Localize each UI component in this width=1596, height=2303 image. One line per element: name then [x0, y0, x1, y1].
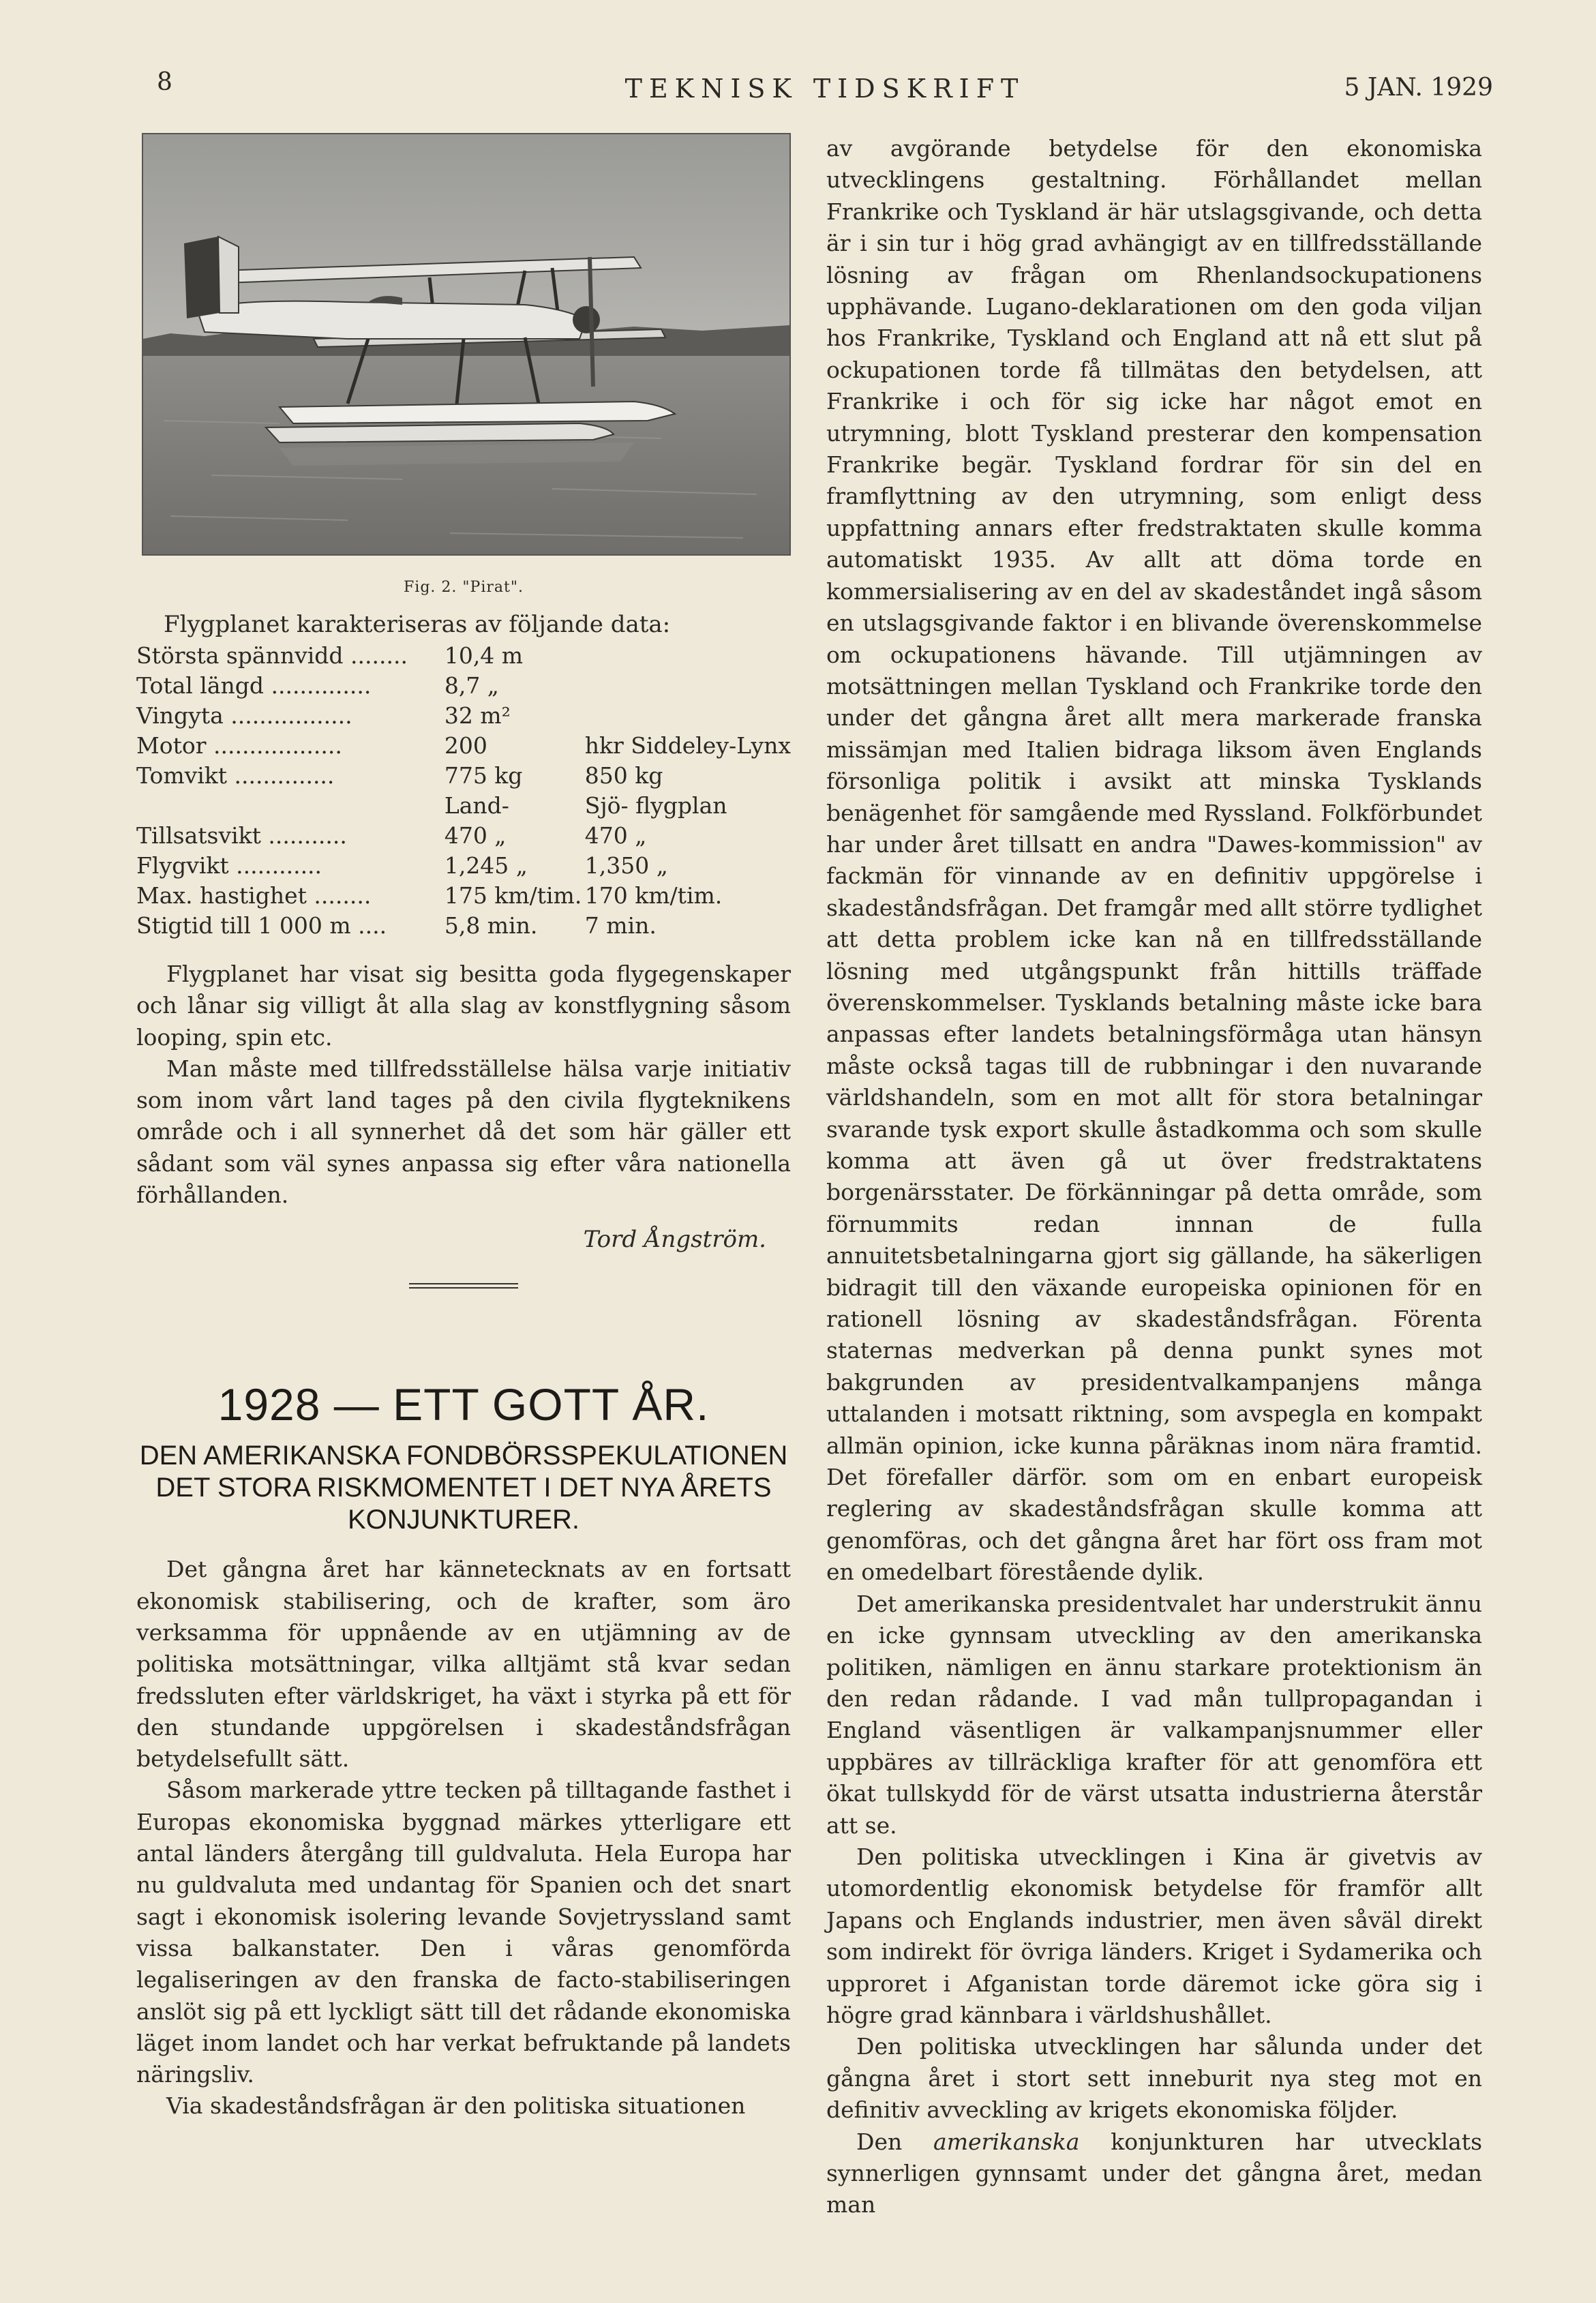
spec-label: Största spännvidd ........ — [136, 642, 408, 669]
spec-value: 10,4 m — [444, 642, 524, 669]
paragraph: av avgörande betydelse för den ekonomiska utvecklingens gestaltning. Förhållandet mellan Frankrike och Tyskland är här utslagsgivande, och detta är i sin tur i hög grad avhängigt av en tillfredsställande lösning av frågan om Rhenlandsockupationens upphävande. Lugano-deklarationen om den goda viljan hos Frankrike, Tyskland och England att nå ett slut på ockupationen torde få tillmätas den betydelsen, att Frankrike i och för sig icke har något emot en utrymning, blott Tyskland presterar den kompensation Frankrike begär. Tyskland fordrar för sin del en framflyttning av den utrymning, som enligt dess uppfattning annars efter fredstraktaten skulle komma automatiskt 1935. Av allt att döma torde en kommersialisering av en del av skadeståndet ingå såsom en utslagsgivande faktor i en blivande överenskommelse om ockupationens hävande. Till utjämningen av motsättningen mellan Tyskland och Frankrike torde den under det gångna året allt mera markerade franska missämjan med Italien bidraga liksom även Englands försonliga politik i avsikt att minska Tysklands benägenhet för samgående med Ryssland. Folkförbundet har under året tillsatt en andra "Dawes-kommission" av fackmän för vinnande av en definitiv uppgörelse i skadeståndsfrågan. Det framgår med allt större tydlighet att detta problem icke kan nå en tillfredsställande lösning med utgångspunkt från hittills träffade överenskommelser. Tysklands betalning måste icke bara anpassas efter landets betalningsförmåga utan hänsyn måste också tagas till de rubbningar i den nuvarande världshandeln, som en mot allt för stora betalningar svarande tysk export skulle åstadkomma och som skulle komma att även gå ut över fredstraktatens borgenärsstater. De förkänningar på detta område, som förnummits redan innnan de fulla annuitetsbetalningarna gjort sig gällande, ha säkerligen bidragit till den växande europeiska opinionen för en rationell lösning av skadeståndsfrågan. Förenta staternas medverkan på denna punkt synes mot bakgrunden av presidentvalkampanjens många uttalanden i motsatt riktning, som avspegla en kompakt allmän opinion, icke kunna påräknas inom nära framtid. Det förefaller därför. som om en enbart europeisk reglering av skadeståndsfrågan skulle komma att genomföras, och det gångna året har fört oss fram mot en omedelbart förestående dylik. — [826, 135, 1482, 1586]
spec-label: Vingyta ................. — [136, 702, 352, 729]
spec-intro: Flygplanet karakteriseras av följande data: — [164, 611, 671, 638]
right-body — [826, 133, 1482, 2221]
text-run: Den — [856, 2128, 934, 2155]
spec-value: Sjö- flygplan — [584, 792, 727, 819]
article-title: 1928 — ETT GOTT ÅR. — [217, 1379, 710, 1430]
spec-label: Flygvikt ............ — [136, 852, 322, 879]
spec-row — [136, 911, 791, 941]
paragraph: Det gångna året har kännetecknats av en fortsatt ekonomisk stabilisering, och de krafter, som äro verksamma för uppnående av en utjämning av de politiska motsättningar, vilka alltjämt stå kvar sedan fredssluten efter världskriget, ha växt i styrka på ett för den stundande uppgörelsen i skadeståndsfrågan betydelsefullt sätt. — [136, 1556, 791, 1773]
spec-row — [136, 641, 791, 671]
issue-date: 5 JAN. 1929 — [1344, 74, 1493, 102]
spec-value: 5,8 min. — [444, 912, 538, 939]
article-body — [136, 1554, 791, 2122]
seaplane-illustration — [143, 134, 789, 554]
left-column — [136, 133, 791, 2122]
spec-row — [136, 791, 791, 821]
spec-value: 8,7 „ — [444, 672, 499, 699]
spec-value — [585, 701, 791, 731]
spec-value: 470 „ — [584, 822, 647, 849]
section-divider — [409, 1287, 518, 1289]
spec-row — [136, 671, 791, 701]
article-subtitle: DEN AMERIKANSKA FONDBÖRSSPEKULATIONEN DET STORA RISKMOMENTET I DET NYA ÅRETS KONJUNKTURER. — [139, 1441, 788, 1535]
right-column — [826, 133, 1482, 2221]
spec-value: 1,350 „ — [584, 852, 668, 879]
spec-value: 775 kg — [444, 762, 523, 789]
spec-row — [136, 881, 791, 911]
spec-row — [136, 701, 791, 731]
spec-value: Land- — [444, 792, 509, 819]
spec-row — [136, 821, 791, 851]
paragraph: Den politiska utvecklingen i Kina är givetvis av utomordentlig ekonomisk betydelse för framför allt Japans och Englands industrier, men även såväl direkt som indirekt för övriga länders. Kriget i Sydamerika och upproret i Afganistan torde däremot icke göra sig i högre grad kännbara i världshushållet. — [826, 1843, 1482, 2028]
paragraph: Såsom markerade yttre tecken på tilltagande fasthet i Europas ekonomiska byggnad märkes ytterligare ett antal länders återgång till guldvaluta. Hela Europa har nu guldvaluta med undantag för Spanien och det snart sagt i ekonomisk isolering levande Sovjetrysslаnd samt vissa balkanstater. Den i våras genomförda legaliseringen av den franska de facto-stabiliseringen anslöt sig på ett lyckligt sätt till det rådande ekonomiska läget inom landet och har verkat befruktande på landets näringsliv. — [136, 1777, 791, 2088]
left-body — [136, 959, 791, 1211]
seaplane-photo — [142, 133, 791, 556]
spec-label: Total längd .............. — [136, 672, 372, 699]
spec-label: Tomvikt .............. — [136, 762, 335, 789]
spec-row — [136, 731, 791, 761]
text-run: konjunkturen har utvecklats synnerligen gynnsamt under det gångna året, medan man — [826, 2128, 1483, 2218]
spec-value — [585, 671, 791, 701]
spec-label: Tillsatsvikt ........... — [136, 822, 347, 849]
spec-label — [136, 791, 445, 821]
spec-value: 7 min. — [584, 912, 657, 939]
paragraph: Man måste med tillfredsställelse hälsa varje initiativ som inom vårt land tages på den civila flygteknikens område och i all synnerhet då det som här gäller ett sådant som väl synes anpassa sig efter våra nationella förhållanden. — [136, 1055, 791, 1209]
author-signature: Tord Ångström. — [583, 1226, 766, 1254]
journal-title: TEKNISK TIDSKRIFT — [624, 74, 1025, 104]
spec-label: Motor .................. — [136, 732, 342, 759]
spec-value: 175 km/tim. — [444, 882, 582, 909]
spec-value: 1,245 „ — [444, 852, 528, 879]
spec-label: Stigtid till 1 000 m .... — [136, 912, 387, 939]
spec-value: 850 kg — [584, 762, 663, 789]
spec-value: 170 km/tim. — [584, 882, 723, 909]
spec-value: hkr Siddeley-Lynx — [584, 732, 791, 759]
spec-value: 470 „ — [444, 822, 507, 849]
emphasized-word: amerikanska — [933, 2128, 1080, 2155]
page-number: 8 — [157, 68, 172, 96]
spec-value — [585, 641, 791, 671]
spec-value: 200 — [444, 732, 487, 759]
spec-row — [136, 761, 791, 791]
paragraph: Via skadeståndsfrågan är den politiska situationen — [166, 2092, 746, 2120]
aircraft-spec-table — [136, 641, 791, 941]
paragraph: Flygplanet har visat sig besitta goda flygegenskaper och lånar sig villigt åt alla slag av konstflygning såsom looping, spin etc. — [136, 961, 791, 1051]
figure-caption: Fig. 2. "Pirat". — [404, 579, 524, 596]
paragraph: Det amerikanska presidentvalet har understrukit ännu en icke gynnsam utveckling av den amerikanska politiken, nämligen en ännu starkare protektionism än den redan rådande. I vad mån tullpropagandan i England väsentligen är valkampanjsnummer eller uppbäres av tillräckliga krafter för att genomföra ett ökat tullskydd för de värst utsatta industrierna återstår att se. — [826, 1590, 1482, 1839]
spec-row — [136, 851, 791, 881]
section-divider — [409, 1283, 518, 1284]
running-header — [157, 68, 1493, 116]
paragraph — [826, 2126, 1482, 2221]
spec-value: 32 m² — [444, 702, 511, 729]
paragraph: Den politiska utvecklingen har sålunda under det gångna året i stort sett inneburit nya steg mot en definitiv avveckling av krigets ekonomiska följder. — [826, 2033, 1482, 2124]
spec-label: Max. hastighet ........ — [136, 882, 372, 909]
